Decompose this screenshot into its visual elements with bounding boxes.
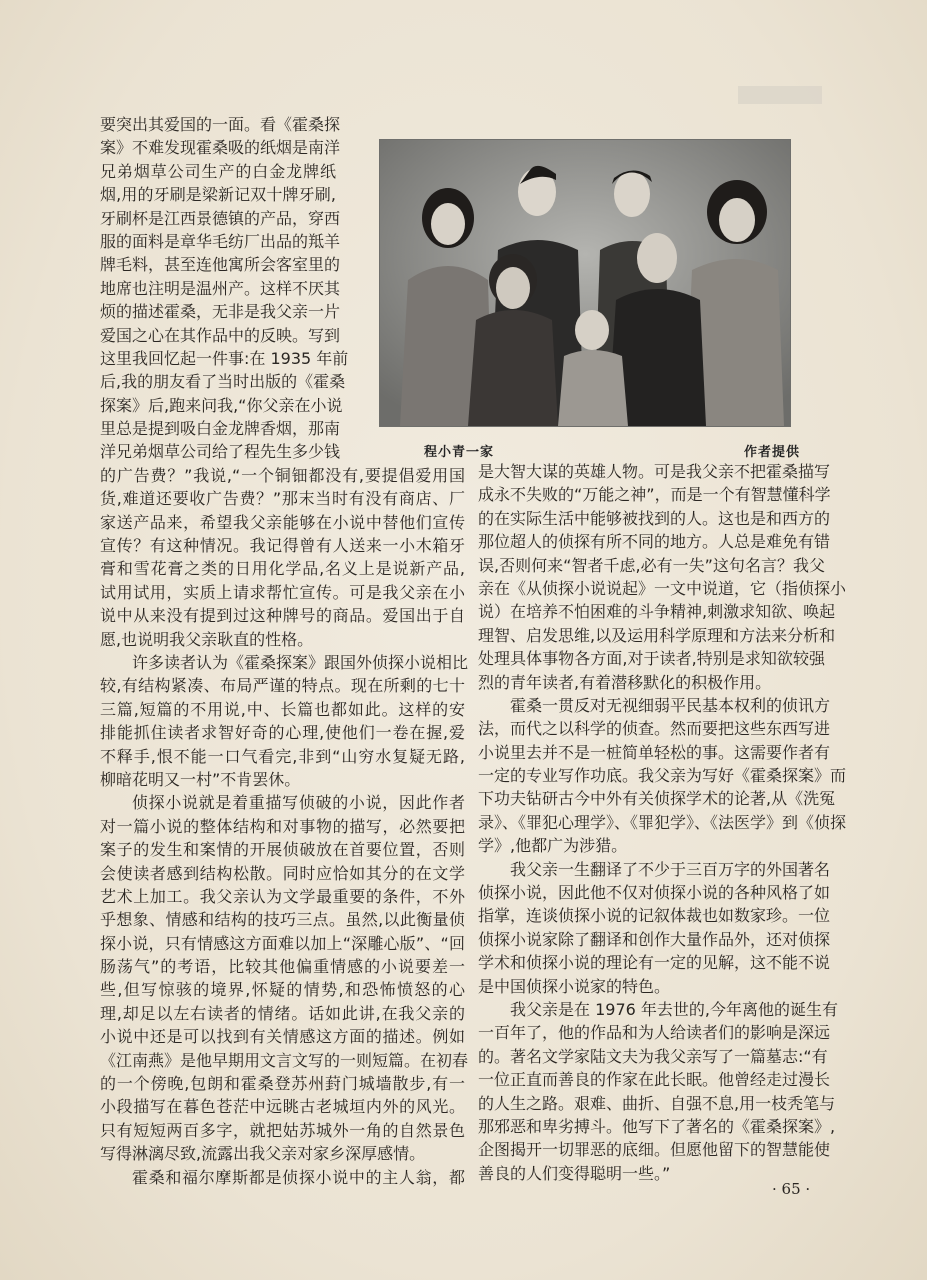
text-line: 我父亲是在 1976 年去世的,今年离他的诞生有 — [510, 999, 838, 1019]
text-line: 下功夫钻研古今中外有关侦探学术的论著,从《洗冤 — [478, 789, 836, 809]
text-line: 处理具体事物各方面,对于读者,特别是求知欲较强 — [478, 649, 825, 669]
right-column — [478, 460, 847, 1185]
text-line: 案子的发生和案情的开展侦破放在首要位置，否则 — [100, 840, 465, 860]
text-line: 后,我的朋友看了当时出版的《霍桑 — [100, 372, 346, 392]
text-line: 探小说，只有情感这方面难以加上“深雕心版”、“回 — [100, 933, 465, 953]
text-line: 排能抓住读者求智好奇的心理,使他们一卷在握,爱 — [100, 723, 465, 743]
text-line: 学》,他都广为涉猎。 — [478, 836, 628, 856]
photo-caption: 程小青一家 — [424, 445, 495, 460]
text-line: 亲在《从侦探小说说起》一文中说道，它（指侦探小 — [478, 578, 847, 598]
text-line: 柳暗花明又一村”不肯罢休。 — [100, 769, 301, 789]
text-line: 的人生之路。艰难、曲折、自强不息,用一枝秃笔与 — [478, 1093, 836, 1113]
text-line: 乎想象、情感和结构的技巧三点。虽然,以此衡量侦 — [100, 910, 465, 930]
text-line: 牌毛料，甚至连他寓所会客室里的 — [100, 255, 341, 275]
text-line: 小说中还是可以找到有关情感这方面的描述。例如 — [100, 1027, 465, 1047]
paragraph — [100, 113, 465, 651]
text-line: 那位超人的侦探有所不同的地方。人总是难免有错 — [478, 532, 831, 552]
text-line: 一位正直而善良的作家在此长眠。他曾经走过漫长 — [478, 1070, 831, 1090]
text-line: 货,难道还要收广告费？”那末当时有没有商店、厂 — [100, 489, 465, 509]
text-line: 对一篇小说的整体结构和对事物的描写，必然要把 — [100, 816, 465, 836]
text-line: 误,否则何来“智者千虑,必有一失”这句名言？我父 — [478, 555, 825, 575]
text-line: 那邪恶和卑劣搏斗。他写下了著名的《霍桑探案》, — [478, 1116, 836, 1136]
text-line: 家送产品来，希望我父亲能够在小说中替他们宣传 — [100, 512, 465, 532]
text-line: 地席也注明是温州产。这样不厌其 — [100, 278, 341, 298]
left-column — [100, 113, 469, 1189]
text-line: 洋兄弟烟草公司给了程先生多少钱 — [100, 442, 341, 462]
text-line: 是中国侦探小说家的特色。 — [478, 976, 671, 996]
text-line: 要突出其爱国的一面。看《霍桑探 — [100, 115, 341, 134]
photo-credit: 作者提供 — [744, 445, 801, 460]
paragraph — [100, 651, 469, 791]
text-line: 服的面料是章华毛纺厂出品的羝羊 — [100, 231, 341, 251]
text-line: 企图揭开一切罪恶的底细。但愿他留下的智慧能使 — [478, 1140, 831, 1160]
text-line: 法，而代之以科学的侦查。然而要把这些东西写进 — [478, 719, 831, 739]
text-line: 理,却足以左右读者的情绪。话如此讲,在我父亲的 — [100, 1003, 465, 1023]
text-line: 小说里去并不是一桩简单轻松的事。这需要作者有 — [478, 742, 831, 762]
text-line: 理智、启发思维,以及运用科学原理和方法来分析和 — [478, 625, 836, 645]
text-line: 小段描写在暮色苍茫中远眺古老城垣内外的风光。 — [100, 1097, 465, 1117]
text-line: 不释手,恨不能一口气看完,非到“山穷水复疑无路, — [100, 746, 465, 766]
text-line: 膏和雪花膏之类的日用化学品,名义上是说新产品, — [100, 559, 465, 579]
text-line: 许多读者认为《霍桑探案》跟国外侦探小说相比 — [132, 652, 469, 672]
text-line: 些,但写惊骇的境界,怀疑的情势,和恐怖愤怒的心 — [100, 980, 465, 1000]
text-line: 成永不失败的“万能之神”，而是一个有智慧懂科学 — [478, 485, 831, 505]
text-line: 探案》后,跑来问我,“你父亲在小说 — [100, 395, 343, 415]
text-line: 案》不难发现霍桑吸的纸烟是南洋 — [100, 138, 341, 158]
paragraph — [100, 1166, 465, 1189]
text-line: 的广告费？”我说,“一个铜钿都没有,要提倡爱用国 — [100, 465, 465, 485]
text-line: 《江南燕》是他早期用文言文写的一则短篇。在初春 — [100, 1050, 469, 1070]
text-line: 只有短短两百多字，就把姑苏城外一角的自然景色 — [100, 1120, 465, 1140]
text-line: 是大智大谋的英雄人物。可是我父亲不把霍桑描写 — [478, 462, 831, 481]
text-line: 较,有结构紧凑、布局严谨的特点。现在所剩的七十 — [100, 676, 465, 696]
text-line: 录》、《罪犯心理学》、《罪犯学》、《法医学》到《侦探 — [478, 812, 847, 832]
text-line: 侦探小说，因此他不仅对侦探小说的各种风格了如 — [478, 883, 831, 903]
text-line: 肠荡气”的考语，比较其他偏重情感的小说要差一 — [100, 957, 465, 977]
text-line: 的在实际生活中能够被找到的人。这也是和西方的 — [478, 508, 831, 528]
text-line: 霍桑一贯反对无视细弱平民基本权利的侦讯方 — [510, 695, 831, 715]
text-line: 侦探小说就是着重描写侦破的小说，因此作者 — [132, 793, 465, 813]
text-line: 一定的专业写作功底。我父亲为写好《霍桑探案》而 — [478, 766, 847, 786]
text-line: 指掌，连谈侦探小说的记叙体裁也如数家珍。一位 — [478, 906, 831, 926]
text-line: 烟,用的牙刷是梁新记双十牌牙刷, — [100, 185, 336, 205]
text-line: 霍桑和福尔摩斯都是侦探小说中的主人翁，都 — [132, 1167, 465, 1187]
paragraph — [478, 858, 831, 998]
text-line: 的一个傍晚,包朗和霍桑登苏州葑门城墙散步,有一 — [100, 1074, 465, 1094]
text-line: 里总是提到吸白金龙牌香烟，那南 — [100, 419, 341, 439]
text-line: 一百年了，他的作品和为人给读者们的影响是深远 — [478, 1023, 831, 1043]
text-line: 侦探小说家除了翻译和创作大量作品外，还对侦探 — [478, 929, 831, 949]
corner-tab — [738, 86, 822, 104]
paragraph — [478, 998, 838, 1185]
text-line: 我父亲一生翻译了不少于三百万字的外国著名 — [510, 859, 831, 879]
text-line: 的。著名文学家陆文夫为我父亲写了一篇墓志:“有 — [478, 1046, 828, 1066]
text-line: 写得淋漓尽致,流露出我父亲对家乡深厚感情。 — [100, 1144, 426, 1164]
text-line: 善良的人们变得聪明一些。” — [478, 1163, 671, 1183]
text-line: 愿,也说明我父亲耿直的性格。 — [100, 629, 314, 649]
text-line: 说）在培养不怕困难的斗争精神,刺激求知欲、唤起 — [478, 602, 836, 622]
text-line: 烦的描述霍桑，无非是我父亲一片 — [100, 302, 341, 322]
paragraph — [478, 694, 847, 858]
text-line: 三篇,短篇的不用说,中、长篇也都如此。这样的安 — [100, 699, 465, 719]
text-line: 学术和侦探小说的理论有一定的见解，这不能不说 — [478, 953, 831, 973]
paragraph — [100, 791, 469, 1165]
text-line: 试用试用，实质上请求帮忙宣传。可是我父亲在小 — [100, 582, 465, 602]
text-line: 说中从来没有提到过这种牌号的商品。爱国出于自 — [100, 606, 465, 626]
text-line: 会使读者感到结构松散。同时应恰如其分的在文学 — [100, 863, 465, 883]
text-line: 牙刷杯是江西景德镇的产品，穿西 — [100, 208, 341, 228]
text-line: 爱国之心在其作品中的反映。写到 — [100, 325, 341, 345]
text-line: 艺术上加工。我父亲认为文学最重要的条件，不外 — [100, 886, 465, 906]
text-line: 兄弟烟草公司生产的白金龙牌纸 — [100, 161, 336, 181]
text-line: 这里我回忆起一件事:在 1935 年前 — [100, 348, 349, 368]
page-number: · 65 · — [772, 1180, 811, 1198]
text-line: 烈的青年读者,有着潜移默化的积极作用。 — [478, 672, 772, 692]
text-line: 宣传？有这种情况。我记得曾有人送来一小木箱牙 — [100, 536, 465, 556]
paragraph — [478, 460, 847, 694]
